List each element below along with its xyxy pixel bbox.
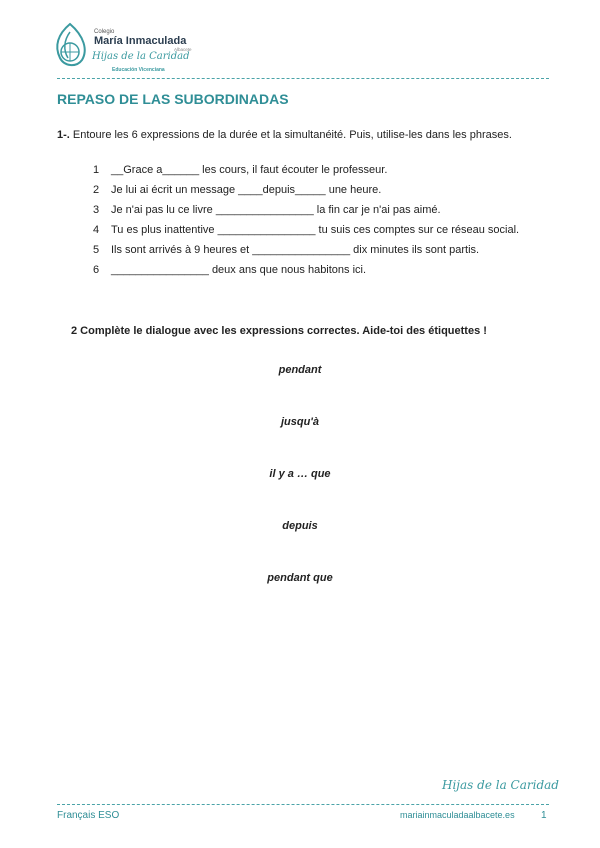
item-number: 4 — [93, 224, 100, 236]
expression-label: pendant que — [267, 572, 333, 584]
item-number: 1 — [93, 164, 100, 176]
page-title: REPASO DE LAS SUBORDINADAS — [57, 91, 289, 107]
item-number: 3 — [93, 204, 100, 216]
expression-label: jusqu'à — [280, 416, 320, 428]
exercise1-list — [93, 160, 533, 280]
school-logo — [50, 22, 210, 78]
expression-label: depuis — [282, 520, 318, 532]
logo-small-text: Colegio — [94, 29, 115, 35]
list-item — [93, 160, 533, 180]
item-text: ________________ deux ans que nous habitons ici. — [111, 264, 367, 276]
list-item — [93, 180, 533, 200]
exercise1-text: Entoure les 6 expressions de la durée et la simultanéité. Puis, utilise-les dans les phrases. — [72, 129, 512, 141]
item-number: 5 — [93, 244, 100, 256]
expression-label: il y a … que — [269, 468, 331, 480]
footer-website: mariainmaculadaalbacete.es — [400, 810, 515, 820]
item-number: 6 — [93, 264, 100, 276]
school-emblem-icon — [50, 22, 90, 74]
item-text: Tu es plus inattentive ________________ tu suis ces comptes sur ce réseau social. — [111, 224, 520, 236]
list-item — [93, 240, 533, 260]
item-number: 2 — [93, 184, 100, 196]
page-number: 1 — [541, 810, 547, 821]
logo-school-name: María Inmaculada — [94, 35, 187, 47]
item-text: Je lui ai écrit un message ____depuis_____ une heure. — [111, 184, 382, 196]
exercise1-number: 1-. — [57, 129, 70, 141]
header-divider — [57, 78, 549, 79]
expression-label: pendant — [278, 364, 322, 376]
exercise2-instruction: 2 Complète le dialogue avec les expressions correctes. Aide-toi des étiquettes ! — [71, 325, 487, 337]
item-text: Ils sont arrivés à 9 heures et ________________ dix minutes ils sont partis. — [111, 244, 480, 256]
logo-city: Albacete — [174, 47, 192, 52]
logo-script: Hijas de la Caridad — [92, 51, 190, 62]
list-item — [93, 200, 533, 220]
list-item — [93, 220, 533, 240]
logo-subtitle: Educación Vicenciana — [112, 67, 165, 73]
footer-script-logo: Hijas de la Caridad — [442, 778, 559, 792]
exercise1-instruction — [57, 129, 527, 142]
list-item — [93, 260, 533, 280]
footer-course: Français ESO — [57, 810, 120, 821]
footer-divider — [57, 804, 549, 805]
item-text: Je n'ai pas lu ce livre ________________ la fin car je n'ai pas aimé. — [111, 204, 441, 216]
item-text: __Grace a______ les cours, il faut écouter le professeur. — [111, 164, 388, 176]
